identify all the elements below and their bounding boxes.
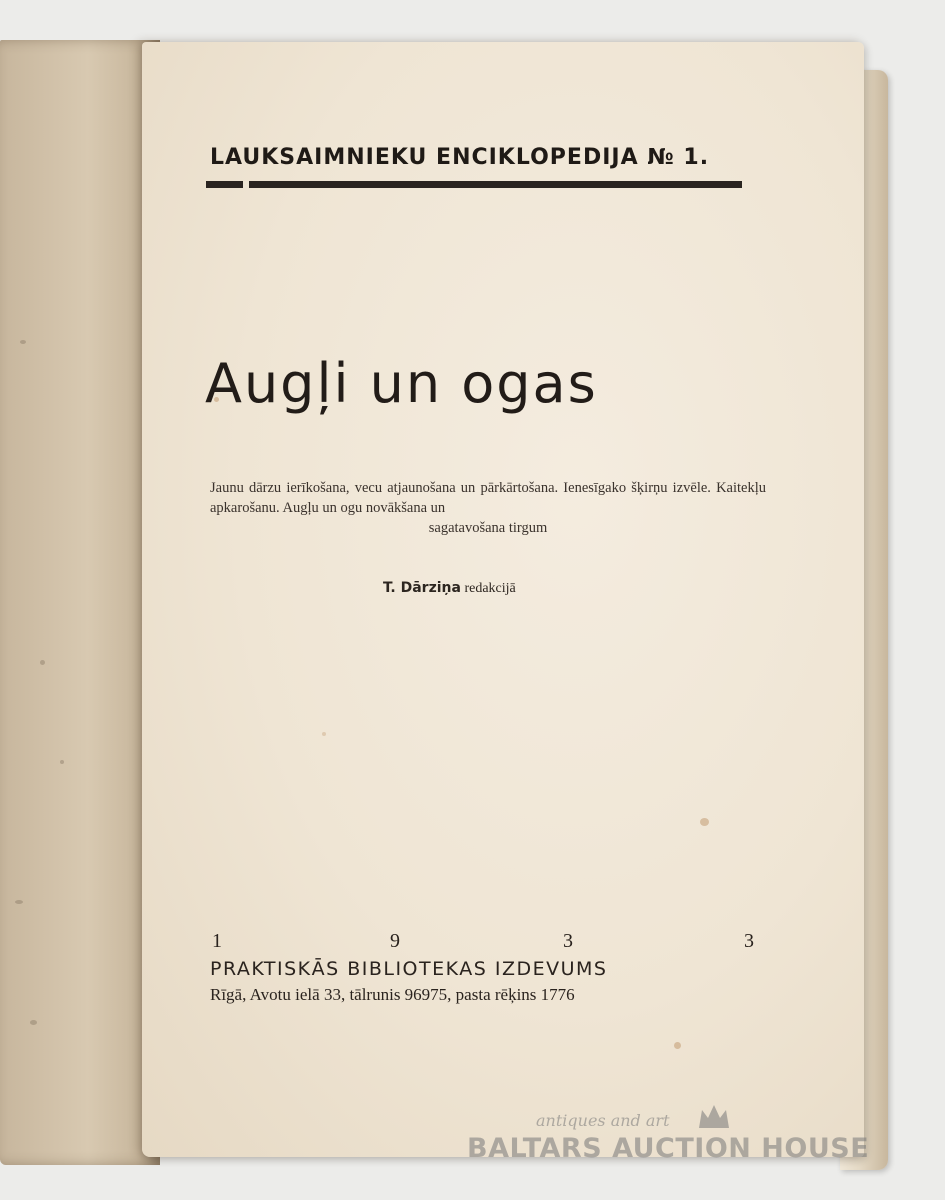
subtitle-line-3: sagatavošana tirgum (428, 520, 548, 536)
year-digit-4: 3 (744, 930, 754, 952)
publisher-name: PRAKTISKĀS BIBLIOTEKAS IZDEVUMS (210, 958, 608, 980)
subtitle-line-1: Jaunu dārzu ierīkošana, vecu atjaunošana un pārkārtošana. Ienesīgako (210, 480, 632, 496)
year-digit-2: 9 (390, 930, 400, 952)
left-facing-page (0, 40, 160, 1165)
editor-credit (383, 580, 516, 597)
series-rule-gap (243, 181, 249, 188)
year-digit-3: 3 (563, 930, 573, 952)
editor-suffix: redakcijā (460, 581, 516, 596)
watermark-tagline: antiques and art (536, 1111, 670, 1130)
series-title: LAUKSAIMNIEKU ENCIKLOPEDIJA № 1. (210, 145, 710, 170)
book-title: Augļi un ogas (205, 352, 598, 415)
crown-icon (696, 1102, 732, 1132)
subtitle (210, 478, 766, 538)
watermark-name: BALTARS AUCTION HOUSE (467, 1133, 870, 1164)
subtitle-line-2: šķirņu izvēle. Kaitekļu apkarošanu. Augļu un ogu novākšana un (210, 480, 767, 516)
series-rule (206, 181, 742, 188)
year-digit-1: 1 (212, 930, 222, 952)
editor-name: T. Dārziņa (383, 580, 461, 596)
publisher-address: Rīgā, Avotu ielā 33, tālrunis 96975, pasta rēķins 1776 (210, 985, 575, 1004)
